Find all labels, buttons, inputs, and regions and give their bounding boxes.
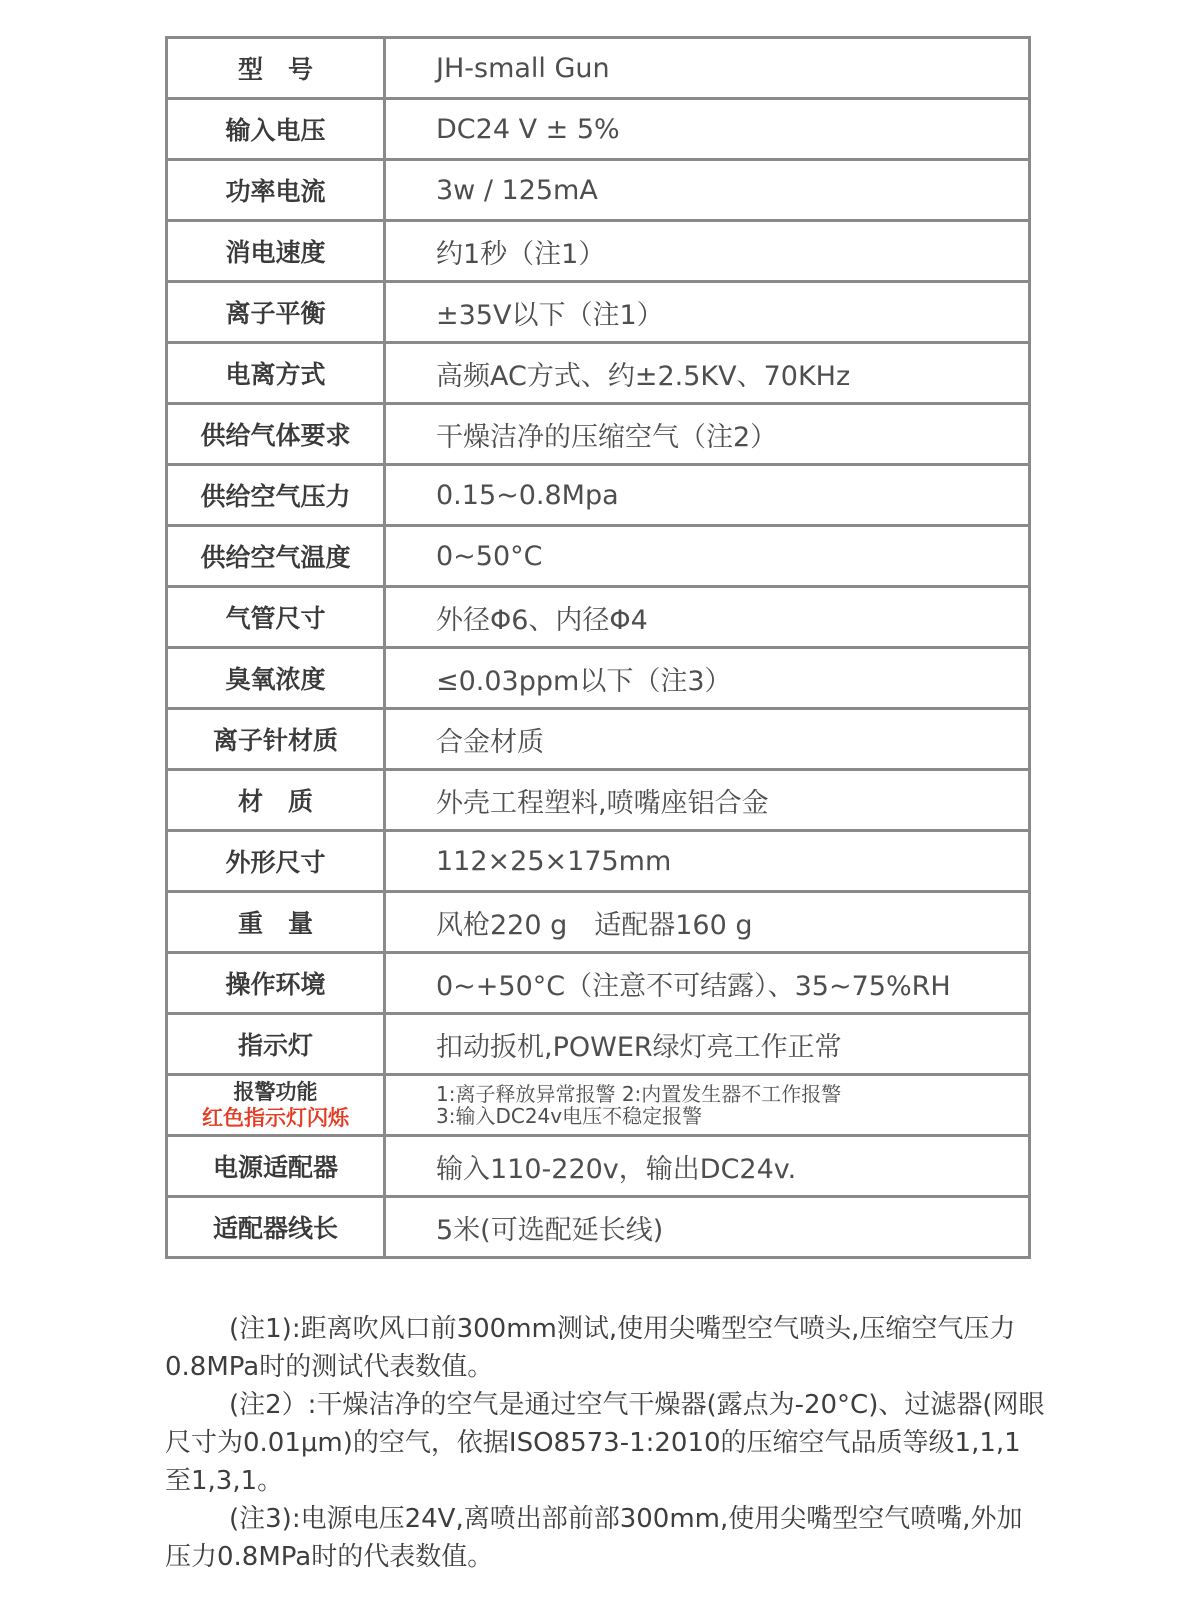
spec-row-power-current: [167, 160, 1030, 221]
spec-row-ozone: [167, 648, 1030, 709]
spec-label-input-voltage: 输入电压: [167, 99, 385, 160]
footnotes: [165, 1310, 1045, 1576]
spec-table: [165, 36, 1031, 1259]
spec-value-power-adapter: 输入110-220v，输出DC24v.: [385, 1136, 1030, 1197]
spec-row-ion-balance: [167, 282, 1030, 343]
spec-row-gas-requirement: [167, 404, 1030, 465]
spec-label-dimensions: 外形尺寸: [167, 831, 385, 892]
spec-row-tube-size: [167, 587, 1030, 648]
spec-label-weight: 重 量: [167, 892, 385, 953]
spec-value-indicator: 扣动扳机,POWER绿灯亮工作正常: [385, 1014, 1030, 1075]
spec-label-needle-material: 离子针材质: [167, 709, 385, 770]
spec-row-ionization-method: [167, 343, 1030, 404]
spec-row-material: [167, 770, 1030, 831]
spec-label-indicator: 指示灯: [167, 1014, 385, 1075]
spec-label-alarm: [167, 1075, 385, 1136]
spec-row-power-adapter: [167, 1136, 1030, 1197]
spec-label-material: 材 质: [167, 770, 385, 831]
spec-label-ionization-method: 电离方式: [167, 343, 385, 404]
spec-value-air-pressure: 0.15~0.8Mpa: [385, 465, 1030, 526]
spec-row-input-voltage: [167, 99, 1030, 160]
spec-value-material: 外壳工程塑料,喷嘴座铝合金: [385, 770, 1030, 831]
spec-row-alarm: [167, 1075, 1030, 1136]
spec-value-weight: 风枪220 g 适配器160 g: [385, 892, 1030, 953]
spec-row-indicator: [167, 1014, 1030, 1075]
spec-label-gas-requirement: 供给气体要求: [167, 404, 385, 465]
spec-label-air-temperature: 供给空气温度: [167, 526, 385, 587]
spec-row-discharge-speed: [167, 221, 1030, 282]
spec-row-air-temperature: [167, 526, 1030, 587]
spec-value-ozone: ≤0.03ppm以下（注3）: [385, 648, 1030, 709]
spec-row-dimensions: [167, 831, 1030, 892]
spec-label-ion-balance: 离子平衡: [167, 282, 385, 343]
spec-row-air-pressure: [167, 465, 1030, 526]
spec-value-gas-requirement: 干燥洁净的压缩空气（注2）: [385, 404, 1030, 465]
spec-value-alarm: [385, 1075, 1030, 1136]
spec-value-ion-balance: ±35V以下（注1）: [385, 282, 1030, 343]
footnote-1: (注1):距离吹风口前300mm测试,使用尖嘴型空气喷头,压缩空气压力0.8MPa时的测试代表数值。: [165, 1314, 1016, 1382]
spec-label-air-pressure: 供给空气压力: [167, 465, 385, 526]
spec-value-input-voltage: DC24 V ± 5%: [385, 99, 1030, 160]
spec-label-power-current: 功率电流: [167, 160, 385, 221]
spec-value-power-current: 3w / 125mA: [385, 160, 1030, 221]
spec-value-ionization-method: 高频AC方式、约±2.5KV、70KHz: [385, 343, 1030, 404]
spec-label-power-adapter: 电源适配器: [167, 1136, 385, 1197]
spec-value-adapter-cable: 5米(可选配延长线): [385, 1197, 1030, 1258]
spec-value-tube-size: 外径Φ6、内径Φ4: [385, 587, 1030, 648]
spec-row-model: [167, 38, 1030, 99]
spec-label-model: 型 号: [167, 38, 385, 99]
spec-label-tube-size: 气管尺寸: [167, 587, 385, 648]
spec-label-discharge-speed: 消电速度: [167, 221, 385, 282]
spec-row-needle-material: [167, 709, 1030, 770]
footnote-3: (注3):电源电压24V,离喷出部前部300mm,使用尖嘴型空气喷嘴,外加压力0.8MPa时的代表数值。: [165, 1504, 1023, 1572]
spec-value-needle-material: 合金材质: [385, 709, 1030, 770]
spec-value-environment: 0~+50°C（注意不可结露）、35~75%RH: [385, 953, 1030, 1014]
alarm-label-title: 报警功能: [233, 1080, 318, 1104]
spec-value-model: JH-small Gun: [385, 38, 1030, 99]
spec-value-dimensions: 112×25×175mm: [385, 831, 1030, 892]
spec-row-weight: [167, 892, 1030, 953]
alarm-label-red-indicator: 红色指示灯闪烁: [202, 1106, 349, 1130]
spec-value-discharge-speed: 约1秒（注1）: [385, 221, 1030, 282]
spec-value-air-temperature: 0~50°C: [385, 526, 1030, 587]
alarm-value-line-1: 1:离子释放异常报警 2:内置发生器不工作报警: [436, 1082, 842, 1106]
footnote-2: (注2）:干燥洁净的空气是通过空气干燥器(露点为-20°C)、过滤器(网眼尺寸为0.01μm)的空气，依据ISO8573-1:2010的压缩空气品质等级1,1,1至1,3,1。: [165, 1390, 1045, 1496]
spec-label-ozone: 臭氧浓度: [167, 648, 385, 709]
spec-label-adapter-cable: 适配器线长: [167, 1197, 385, 1258]
spec-row-adapter-cable: [167, 1197, 1030, 1258]
alarm-value-line-2: 3:输入DC24v电压不稳定报警: [436, 1104, 703, 1128]
spec-row-environment: [167, 953, 1030, 1014]
spec-label-environment: 操作环境: [167, 953, 385, 1014]
